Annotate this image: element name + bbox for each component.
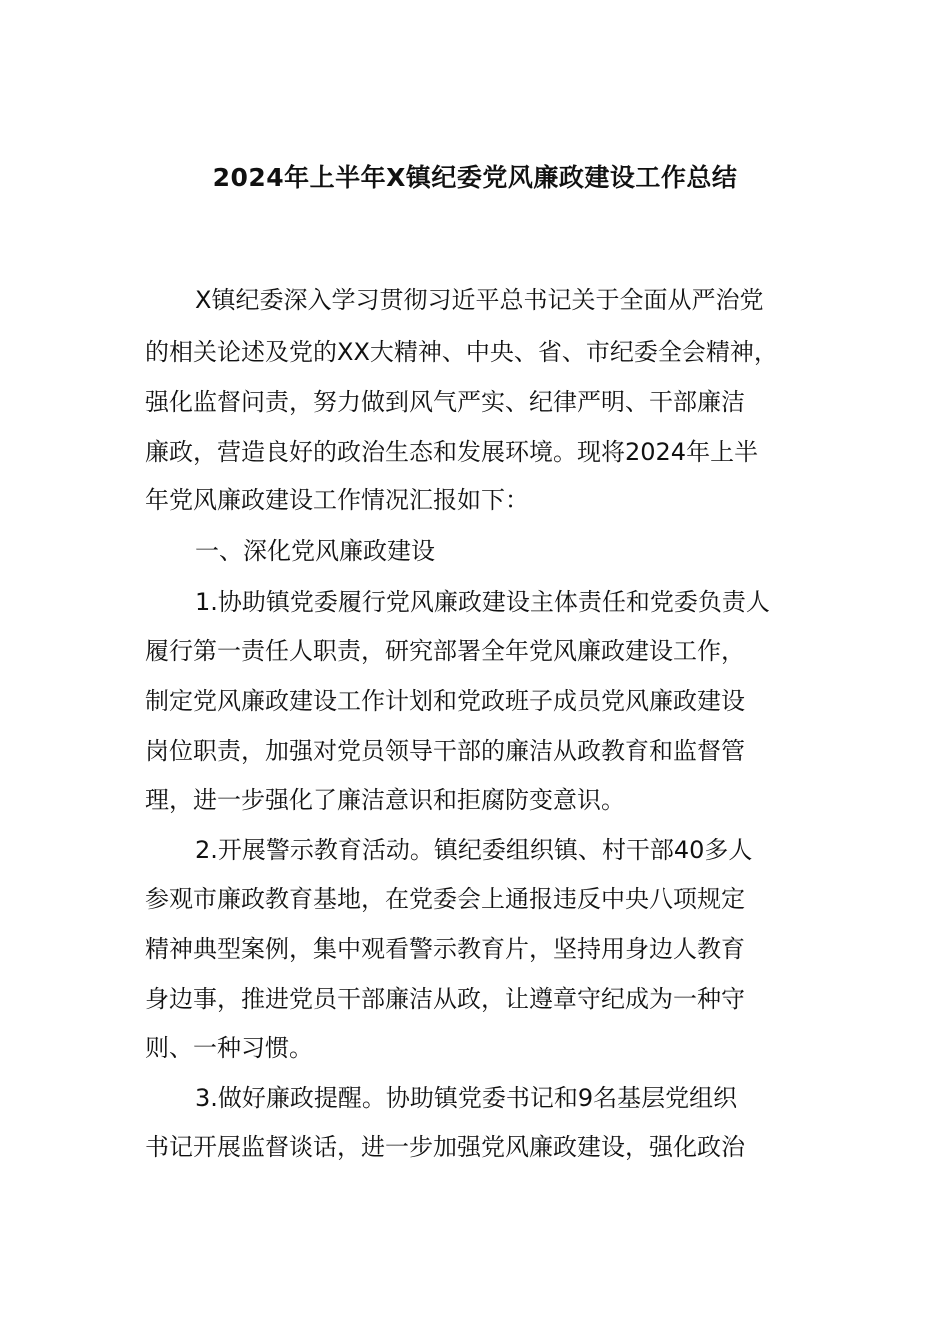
body-line: 强化监督问责，努力做到风气严实、纪律严明、干部廉洁 (145, 388, 745, 416)
body-line: 精神典型案例，集中观看警示教育片，坚持用身边人教育 (145, 935, 745, 963)
document-title: 2024年上半年X镇纪委党风廉政建设工作总结 (212, 163, 738, 192)
body-line: 则、一种习惯。 (145, 1034, 313, 1062)
body-line: 年党风廉政建设工作情况汇报如下： (145, 486, 529, 514)
body-line: X镇纪委深入学习贯彻习近平总书记关于全面从严治党 (195, 286, 764, 314)
body-line: 制定党风廉政建设工作计划和党政班子成员党风廉政建设 (145, 687, 745, 715)
body-line: 廉政，营造良好的政治生态和发展环境。现将2024年上半 (145, 438, 759, 466)
section-heading: 一、深化党风廉政建设 (195, 537, 435, 565)
body-line: 理，进一步强化了廉洁意识和拒腐防变意识。 (145, 786, 625, 814)
body-line: 2.开展警示教育活动。镇纪委组织镇、村干部40多人 (195, 836, 753, 864)
body-line: 1.协助镇党委履行党风廉政建设主体责任和党委负责人 (195, 588, 770, 616)
body-line: 的相关论述及党的XX大精神、中央、省、市纪委全会精神， (145, 338, 778, 366)
body-line: 3.做好廉政提醒。协助镇党委书记和9名基层党组织 (195, 1084, 738, 1112)
body-line: 参观市廉政教育基地，在党委会上通报违反中央八项规定 (145, 885, 745, 913)
body-line: 身边事，推进党员干部廉洁从政，让遵章守纪成为一种守 (145, 985, 745, 1013)
body-line: 履行第一责任人职责，研究部署全年党风廉政建设工作， (145, 637, 745, 665)
body-line: 岗位职责，加强对党员领导干部的廉洁从政教育和监督管 (145, 737, 745, 765)
body-line: 书记开展监督谈话，进一步加强党风廉政建设，强化政治 (145, 1133, 745, 1161)
